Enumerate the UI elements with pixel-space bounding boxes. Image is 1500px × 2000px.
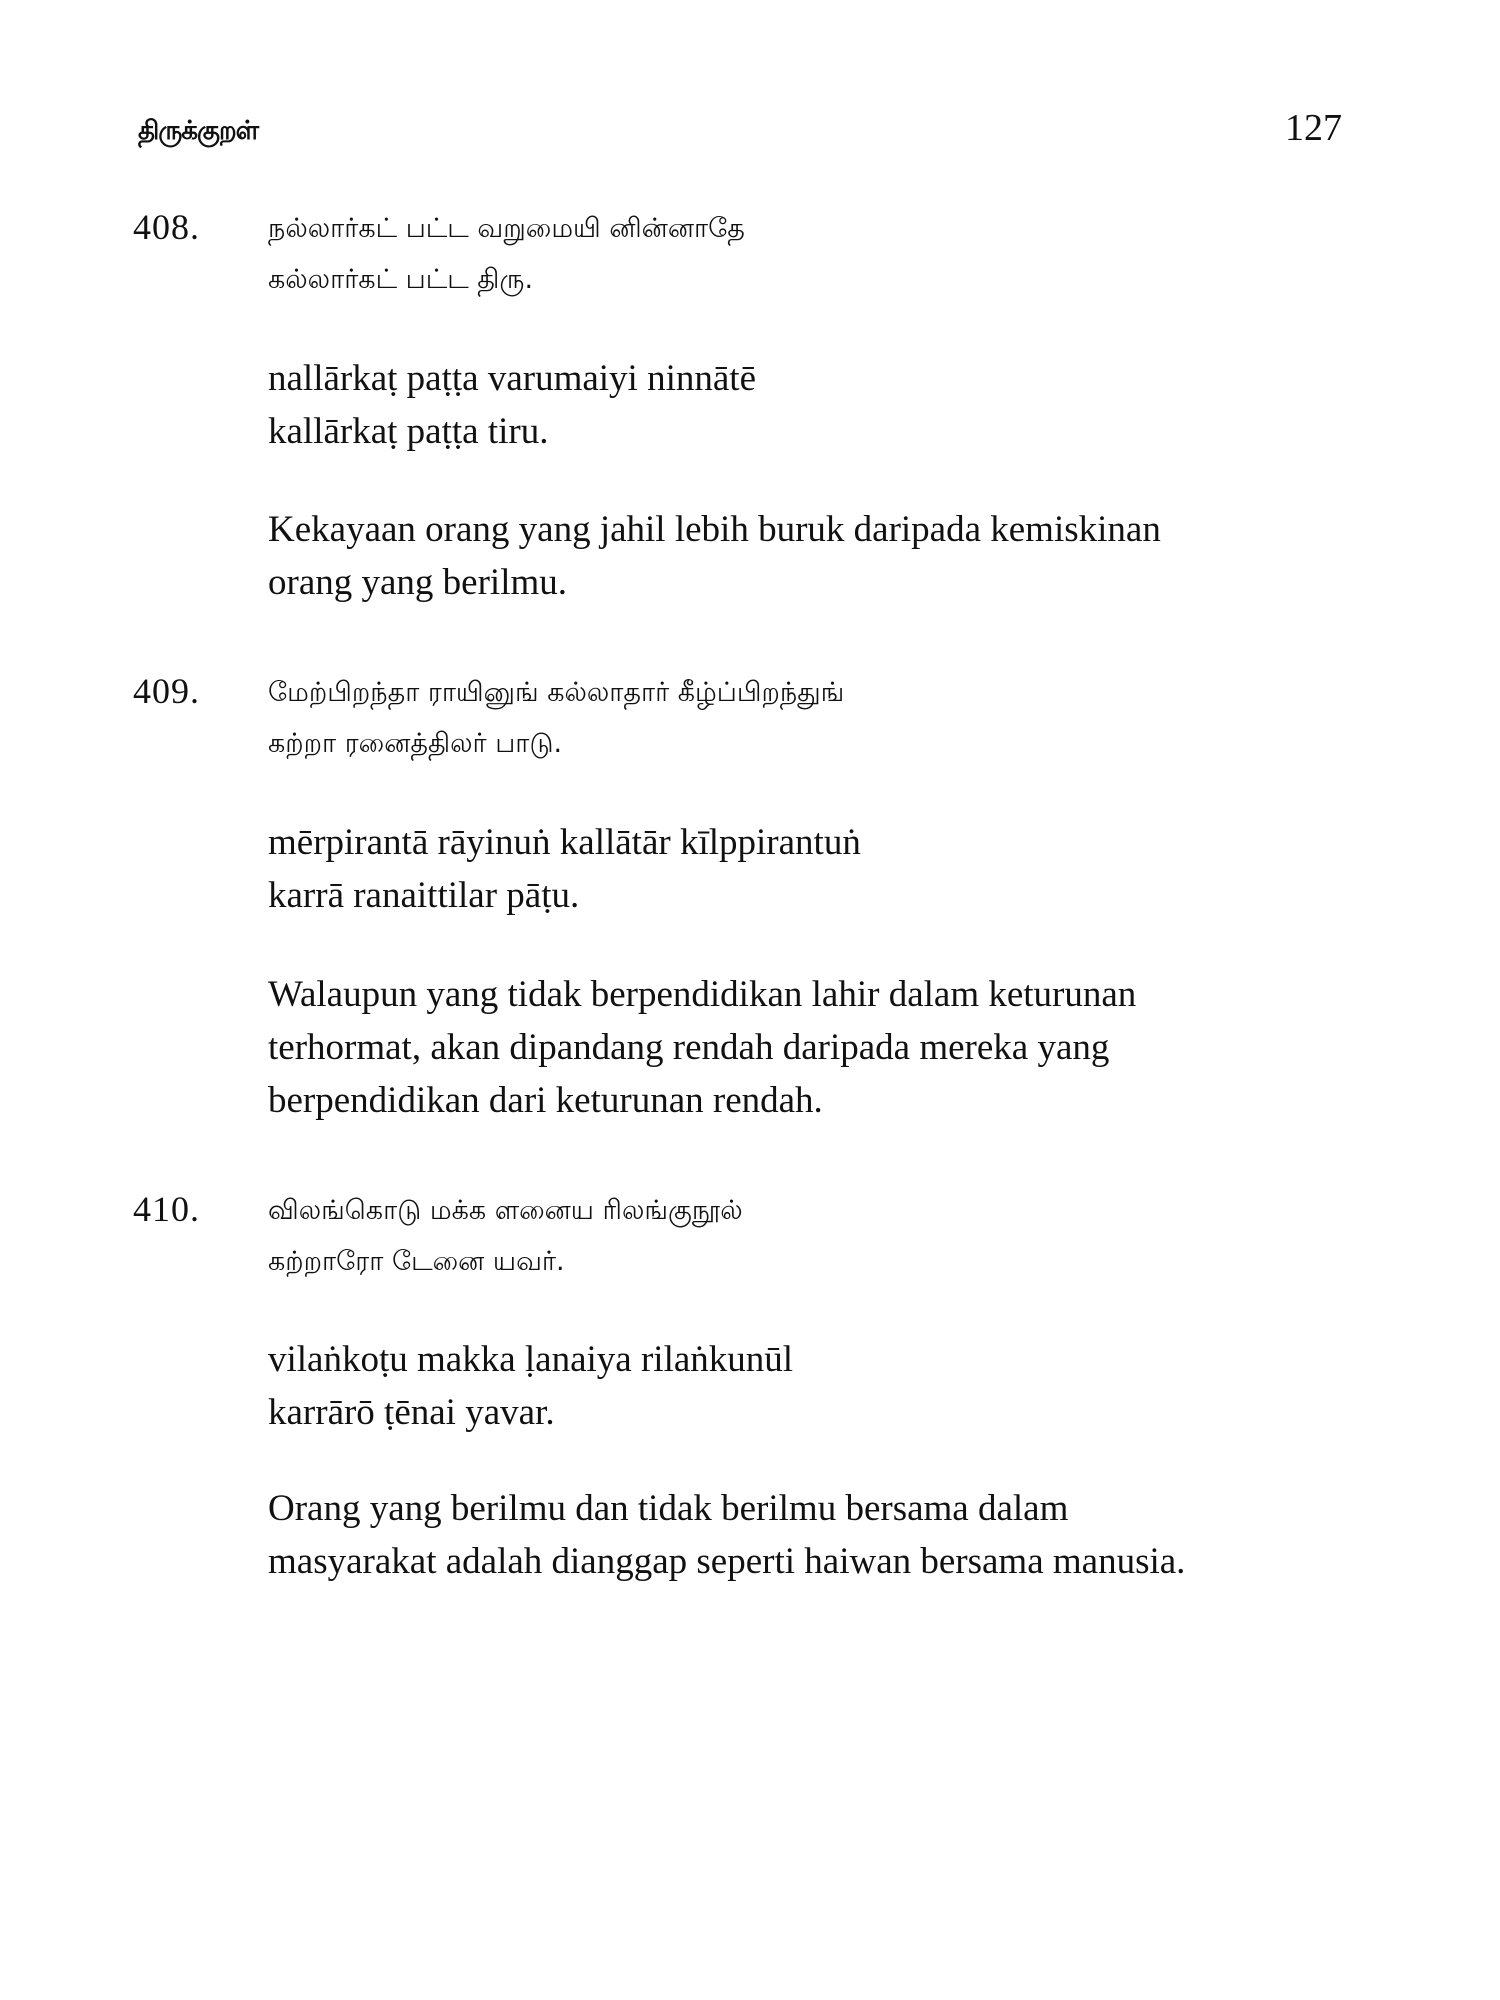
transliteration-line: karrārō ṭēnai yavar. [268,1392,555,1433]
translation [268,503,1161,609]
translation [268,968,1136,1127]
verse-number: 409. [133,671,200,711]
tamil-couplet [268,203,745,305]
transliteration-line: nallārkaṭ paṭṭa varumaiyi ninnātē [268,358,756,399]
tamil-line: மேற்பிறந்தா ராயினுங் கல்லாதார் கீழ்ப்பிறந்துங் [268,677,845,708]
verse-number: 408. [133,207,200,247]
tamil-line: கற்றா ரனைத்திலர் பாடு. [268,728,563,759]
translation-line: berpendidikan dari keturunan rendah. [268,1080,823,1121]
tamil-line: விலங்கொடு மக்க ளனைய ரிலங்குநூல் [268,1195,743,1226]
running-header: திருக்குறள் [138,116,259,146]
tamil-couplet [268,1185,743,1287]
transliteration-line: karrā ranaittilar pāṭu. [268,875,580,916]
tamil-line: கற்றாரோ டேனை யவர். [268,1246,565,1277]
transliteration [268,352,756,458]
translation-line: Orang yang berilmu dan tidak berilmu bersama dalam [268,1488,1069,1529]
transliteration [268,816,861,922]
translation-line: Walaupun yang tidak berpendidikan lahir dalam keturunan [268,974,1137,1015]
tamil-line: கல்லார்கட் பட்ட திரு. [268,264,534,295]
tamil-couplet [268,667,844,769]
translation-line: terhormat, akan dipandang rendah daripada mereka yang [268,1027,1110,1068]
tamil-line: நல்லார்கட் பட்ட வறுமையி னின்னாதே [268,213,745,244]
transliteration-line: kallārkaṭ paṭṭa tiru. [268,411,549,452]
translation [268,1482,1185,1588]
page-number: 127 [1285,107,1342,149]
translation-line: orang yang berilmu. [268,562,567,603]
transliteration [268,1333,793,1439]
transliteration-line: vilaṅkoṭu makka ḷanaiya rilaṅkunūl [268,1339,794,1380]
transliteration-line: mērpirantā rāyinuṅ kallātār kīlppirantuṅ [268,822,861,863]
translation-line: masyarakat adalah dianggap seperti haiwan bersama manusia. [268,1541,1186,1582]
verse-number: 410. [133,1189,200,1229]
translation-line: Kekayaan orang yang jahil lebih buruk daripada kemiskinan [268,509,1161,550]
